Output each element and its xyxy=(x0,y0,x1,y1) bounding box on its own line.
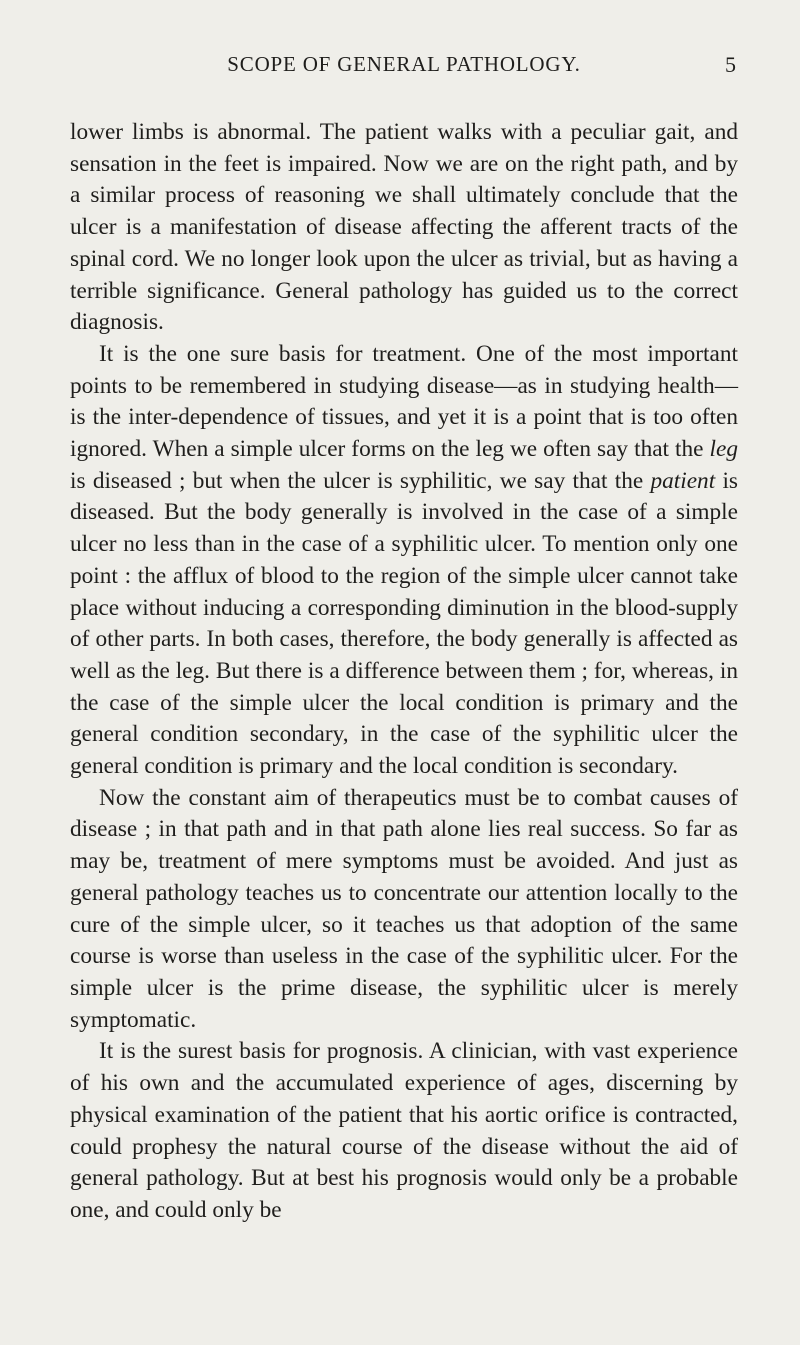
page-number: 5 xyxy=(725,52,736,77)
italic-text: patient xyxy=(650,467,716,494)
italic-text: leg xyxy=(709,436,738,463)
body-text xyxy=(70,117,738,1227)
paragraph xyxy=(70,783,738,1037)
running-title: SCOPE OF GENERAL PATHOLOGY. xyxy=(227,52,581,76)
paragraph xyxy=(70,117,738,339)
text-segment: Now the constant aim of therapeutics must be to combat causes of disease ; in that path and in that path alone lies real success. So far as may be, treatment of mere symptoms must be avoided. And just as general pathology teaches us to concentrate our attention locally to the cure of the simple ulcer, so it teaches us that adoption of the same course is worse than useless in the case of the syphilitic ulcer. For the simple ulcer is the prime disease, the syphilitic ulcer is merely symptomatic. xyxy=(70,784,738,1033)
running-head xyxy=(70,52,738,88)
text-segment: lower limbs is abnormal. The patient walks with a peculiar gait, and sensation in the feet is impaired. Now we are on the right path, and by a similar process of reasoning we shall ultimately conclude that the ulcer is a manifestation of disease affecting the afferent tracts of the spinal cord. We no longer look upon the ulcer as trivial, but as having a terrible significance. General pathology has guided us to the correct diagnosis. xyxy=(70,119,738,336)
text-segment: It is the surest basis for prognosis. A clinician, with vast experience of his own and the accumulated experience of ages, discerning by physical examination of the patient that his aortic orifice is contracted, could prophesy the natural course of the disease without the aid of general pathology. But at best his prognosis would only be a probable one, and could only be xyxy=(70,1038,738,1223)
text-segment: is diseased ; but when the ulcer is syphilitic, we say that the xyxy=(70,467,651,494)
paragraph xyxy=(70,339,738,783)
text-segment: is diseased. But the body generally is involved in the case of a simple ulcer no less than in the case of a syphilitic ulcer. To mention only one point : the afflux of blood to the region of the simple ulcer cannot take place without inducing a corresponding diminution in the blood-supply of other parts. In both cases, therefore, the body generally is affected as well as the leg. But there is a difference between them ; for, whereas, in the case of the simple ulcer the local condition is primary and the general condition secondary, in the case of the syphilitic ulcer the general condition is primary and the local condition is secondary. xyxy=(70,467,739,780)
paragraph xyxy=(70,1036,738,1226)
book-page xyxy=(70,52,738,1227)
text-segment: It is the one sure basis for treatment. One of the most important points to be remembered in studying disease—as in studying health—is the inter-dependence of tissues, and yet it is a point that is too often ignored. When a simple ulcer forms on the leg we often say that the xyxy=(70,340,738,463)
